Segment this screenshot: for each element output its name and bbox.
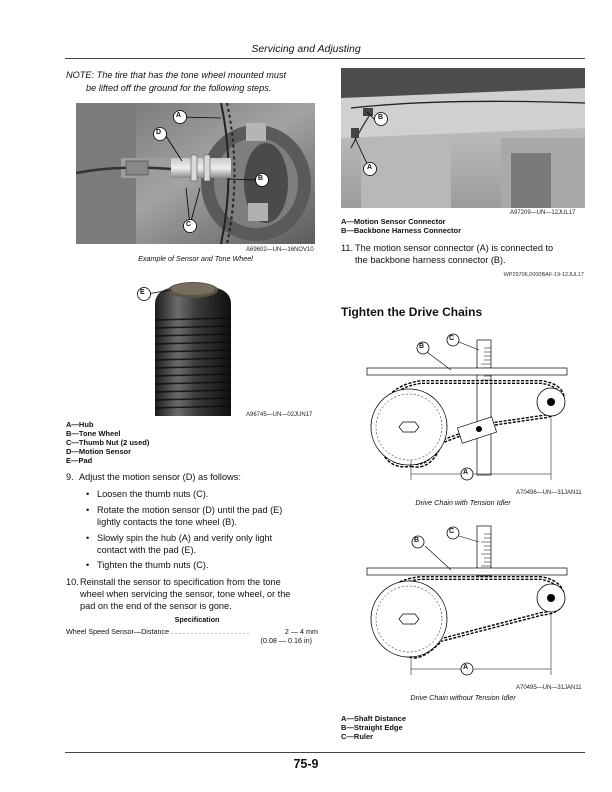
bullet-line: Tighten the thumb nuts (C). — [97, 560, 209, 570]
step-number: 10. — [66, 577, 79, 587]
callout-b: B — [419, 343, 425, 350]
legend-left — [66, 420, 149, 465]
step-line: the backbone harness connector (B). — [355, 255, 506, 265]
step-line: wheel when servicing the sensor, tone wheel, or the — [80, 589, 291, 599]
legend-item: B—Backbone Harness Connector — [341, 226, 462, 235]
bullet-icon: • — [86, 533, 90, 543]
step-11 — [341, 242, 591, 266]
footer-divider — [65, 752, 585, 753]
step-line: The motion sensor connector (A) is connected to — [355, 243, 554, 253]
bullet-icon: • — [86, 489, 90, 499]
section-title: Tighten the Drive Chains — [341, 305, 483, 319]
callout-a: A — [176, 112, 182, 119]
bullet-item — [86, 532, 326, 556]
callout-d: D — [156, 129, 162, 136]
legend-right-bottom — [341, 714, 406, 741]
bullet-item — [86, 559, 326, 571]
figure2-code: A96745—UN—02JUN17 — [246, 412, 313, 418]
step-line: pad on the end of the sensor is gone. — [80, 601, 232, 611]
bullet-icon: • — [86, 505, 90, 515]
legend-item: A—Hub — [66, 420, 94, 429]
spec-leader-dots: . . . . . . . . . . . . . . . . . . . . — [169, 627, 249, 636]
spec-value-imperial: (0.08 — 0.16 in) — [260, 636, 312, 645]
note-line-1: NOTE: The tire that has the tone wheel mounted must — [66, 70, 287, 80]
bullet-line: Loosen the thumb nuts (C). — [97, 489, 209, 499]
figure1-code: A69602—UN—16NOV10 — [246, 247, 314, 253]
callout-a: A — [463, 664, 469, 671]
step-number: 9. — [66, 472, 74, 482]
connector-photo — [341, 68, 585, 208]
legend-right-top — [341, 217, 461, 235]
sensor-tone-wheel-photo — [76, 103, 315, 244]
specification-title: Specification — [174, 615, 220, 624]
figure1-callouts — [76, 103, 315, 244]
connector-photo-illustration — [341, 68, 585, 208]
legend-item: B—Tone Wheel — [66, 429, 121, 438]
bullet-line: lightly contacts the tone wheel (B). — [97, 517, 237, 527]
diagram1-code: A70496—UN—31JAN11 — [516, 490, 582, 496]
callout-c: C — [186, 221, 192, 228]
header-divider — [65, 58, 585, 59]
callout-e: E — [140, 289, 145, 296]
bullet-item — [86, 504, 326, 528]
step-line: Reinstall the sensor to specification from the tone — [80, 577, 281, 587]
diagram2-caption: Drive Chain without Tension Idler — [410, 693, 516, 702]
diagram2-code: A70495—UN—31JAN11 — [516, 685, 582, 691]
page-number: 75-9 — [293, 757, 319, 771]
reference-code: WP29706,0000BAF-19-12JUL17 — [503, 272, 584, 278]
running-header: Servicing and Adjusting — [251, 43, 361, 55]
step-9 — [66, 471, 326, 483]
callout-b: B — [378, 114, 384, 121]
legend-item: B—Straight Edge — [341, 723, 403, 732]
bullet-item — [86, 488, 326, 500]
chain-diagram-2 — [341, 520, 585, 682]
note-line-2: be lifted off the ground for the following steps. — [86, 82, 272, 93]
figure3-code: A97209—UN—12JUL17 — [510, 210, 576, 216]
figure1-caption: Example of Sensor and Tone Wheel — [138, 254, 253, 263]
bullet-icon: • — [86, 560, 90, 570]
diagram1-caption: Drive Chain with Tension Idler — [415, 498, 511, 507]
drive-chain-with-idler-diagram — [341, 330, 585, 488]
callout-a: A — [463, 469, 469, 476]
legend-item: E—Pad — [66, 456, 93, 465]
specification-row — [66, 627, 318, 636]
chain-diagram-1 — [341, 330, 585, 488]
step-text: Adjust the motion sensor (D) as follows: — [79, 472, 241, 482]
bullet-line: contact with the pad (E). — [97, 545, 197, 555]
bullet-line: Slowly spin the hub (A) and verify only light — [97, 533, 273, 543]
legend-item: C—Ruler — [341, 732, 374, 741]
legend-item: C—Thumb Nut (2 used) — [66, 438, 150, 447]
legend-item: D—Motion Sensor — [66, 447, 131, 456]
legend-item: A—Motion Sensor Connector — [341, 217, 446, 226]
step-number: 11. — [341, 243, 354, 253]
callout-c: C — [449, 335, 455, 342]
bullet-line: Rotate the motion sensor (D) until the pad (E) — [97, 505, 283, 515]
drive-chain-without-idler-diagram — [341, 520, 585, 682]
legend-item: A—Shaft Distance — [341, 714, 407, 723]
motion-sensor-pad-figure — [133, 280, 253, 416]
callout-c: C — [449, 528, 455, 535]
callout-b: B — [414, 537, 420, 544]
spec-label: Wheel Speed Sensor—Distance — [66, 627, 170, 636]
callout-b: B — [258, 175, 264, 182]
spec-value: 2 — 4 mm — [284, 627, 318, 636]
step-10 — [66, 576, 328, 612]
note-text — [66, 69, 326, 94]
pad-illustration — [133, 280, 253, 416]
callout-a: A — [367, 164, 373, 171]
